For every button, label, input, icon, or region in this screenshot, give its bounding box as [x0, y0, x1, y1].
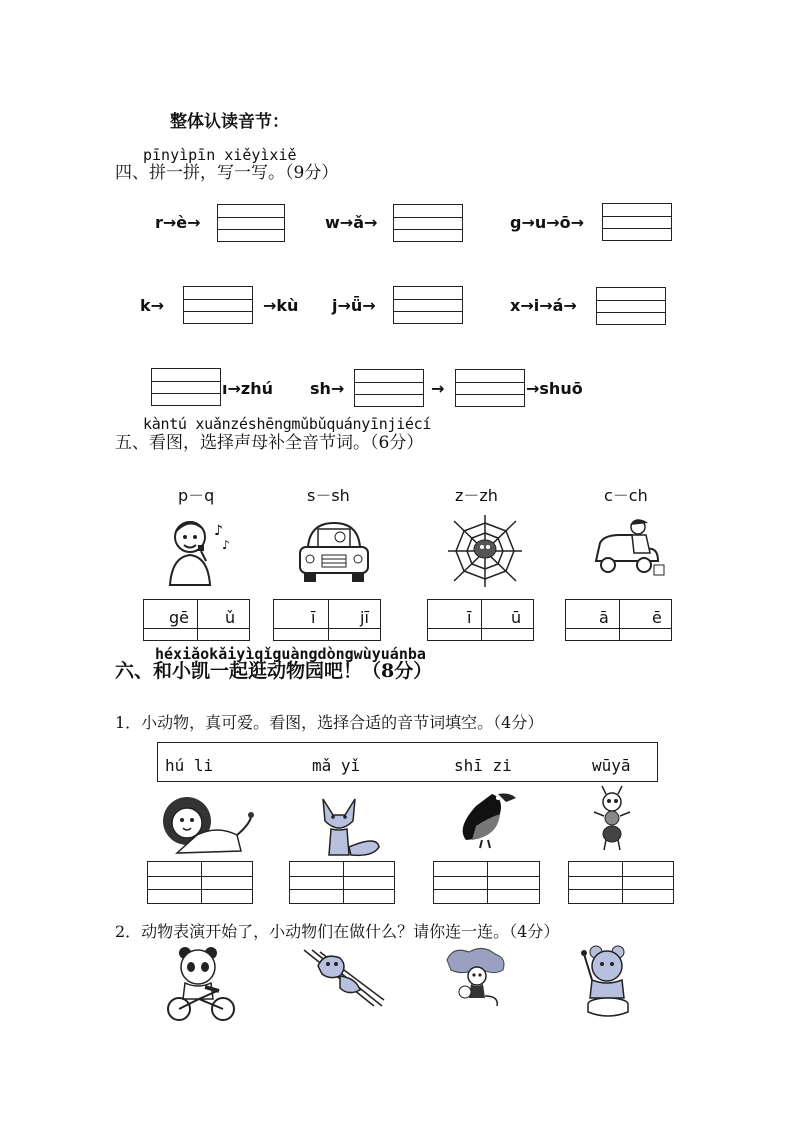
initial-pair: z－zh [455, 486, 498, 505]
pinyin-writing-box[interactable] [455, 369, 525, 407]
answer-syllable: ī [311, 608, 316, 627]
word-bank-item: shī zi [454, 756, 512, 775]
panda-bike-icon [165, 945, 237, 1023]
item-prefix: w→ǎ→ [325, 213, 378, 232]
section4-title: 四、拼一拼，写一写。（9分） [115, 163, 339, 183]
bear-drum-icon [578, 944, 638, 1018]
pinyin-writing-box[interactable] [602, 203, 672, 241]
item-suffix: → [431, 379, 445, 398]
item-prefix: x→i→á→ [510, 296, 577, 315]
lion-icon [157, 795, 257, 857]
monkey-icon [443, 946, 509, 1008]
section5-pinyin: kàntú xuǎnzéshēngmǔbǔquányīnjiécí [143, 415, 432, 433]
word-bank-item: wūyā [592, 756, 631, 775]
word-bank-item: hú li [165, 756, 214, 775]
answer-grid[interactable] [147, 861, 253, 904]
item-prefix: g→u→ō→ [510, 213, 585, 232]
answer-syllable: ū [511, 608, 522, 627]
svg-text:♪: ♪ [222, 538, 230, 552]
section6-title: 六、和小凯一起逛动物园吧！（8分） [115, 660, 433, 682]
pinyin-writing-box[interactable] [217, 204, 285, 242]
initial-pair: p－q [178, 486, 215, 505]
item-prefix: r→è→ [155, 213, 201, 232]
question-2-text: 2．动物表演开始了，小动物们在做什么？请你连一连。（4分） [115, 922, 560, 941]
item-suffix: ı→zhú [222, 379, 273, 398]
squirrel-slide-icon [304, 950, 384, 1010]
pinyin-writing-box[interactable] [393, 286, 463, 324]
answer-syllable: jī [360, 608, 369, 627]
answer-syllable: gē [169, 608, 189, 627]
ant-icon [590, 786, 634, 852]
pinyin-writing-box[interactable] [151, 368, 221, 406]
answer-grid[interactable] [433, 861, 540, 904]
answer-grid[interactable] [289, 861, 395, 904]
answer-syllable: ē [652, 608, 662, 627]
answer-syllable: ǔ [225, 608, 236, 627]
question-1-text: 1．小动物，真可爱。看图，选择合适的音节词填空。（4分） [115, 713, 544, 732]
item-suffix: →kù [263, 296, 299, 315]
initial-pair: s－sh [307, 486, 350, 505]
crow-icon [452, 788, 520, 850]
pinyin-writing-box[interactable] [183, 286, 253, 324]
car-driver-icon [592, 517, 670, 581]
answer-syllable: ā [599, 608, 609, 627]
section5-title: 五、看图，选择声母补全音节词。（6分） [115, 433, 424, 453]
item-prefix: j→ǖ→ [332, 296, 376, 315]
word-bank-item: mǎ yǐ [312, 756, 361, 775]
answer-syllable: ī [467, 608, 472, 627]
item-suffix: →shuō [526, 379, 583, 398]
section4-pinyin: pīnyìpīn xiěyìxiě [143, 146, 297, 164]
word-bank [157, 742, 658, 782]
answer-grid[interactable] [568, 861, 674, 904]
section-intro-line: 整体认读音节： [170, 112, 289, 132]
svg-text:♪: ♪ [214, 523, 223, 539]
section6-pinyin: héxiǎokǎiyìqǐguàngdòngwùyuánba [155, 645, 426, 663]
singer-icon [162, 515, 234, 587]
item-prefix: sh→ [310, 379, 345, 398]
pinyin-writing-box[interactable] [596, 287, 666, 325]
spider-icon [448, 515, 522, 587]
initial-pair: c－ch [604, 486, 648, 505]
car-icon [296, 517, 372, 585]
item-prefix: k→ [140, 296, 165, 315]
fox-icon [313, 795, 385, 859]
pinyin-writing-box[interactable] [354, 369, 424, 407]
pinyin-writing-box[interactable] [393, 204, 463, 242]
